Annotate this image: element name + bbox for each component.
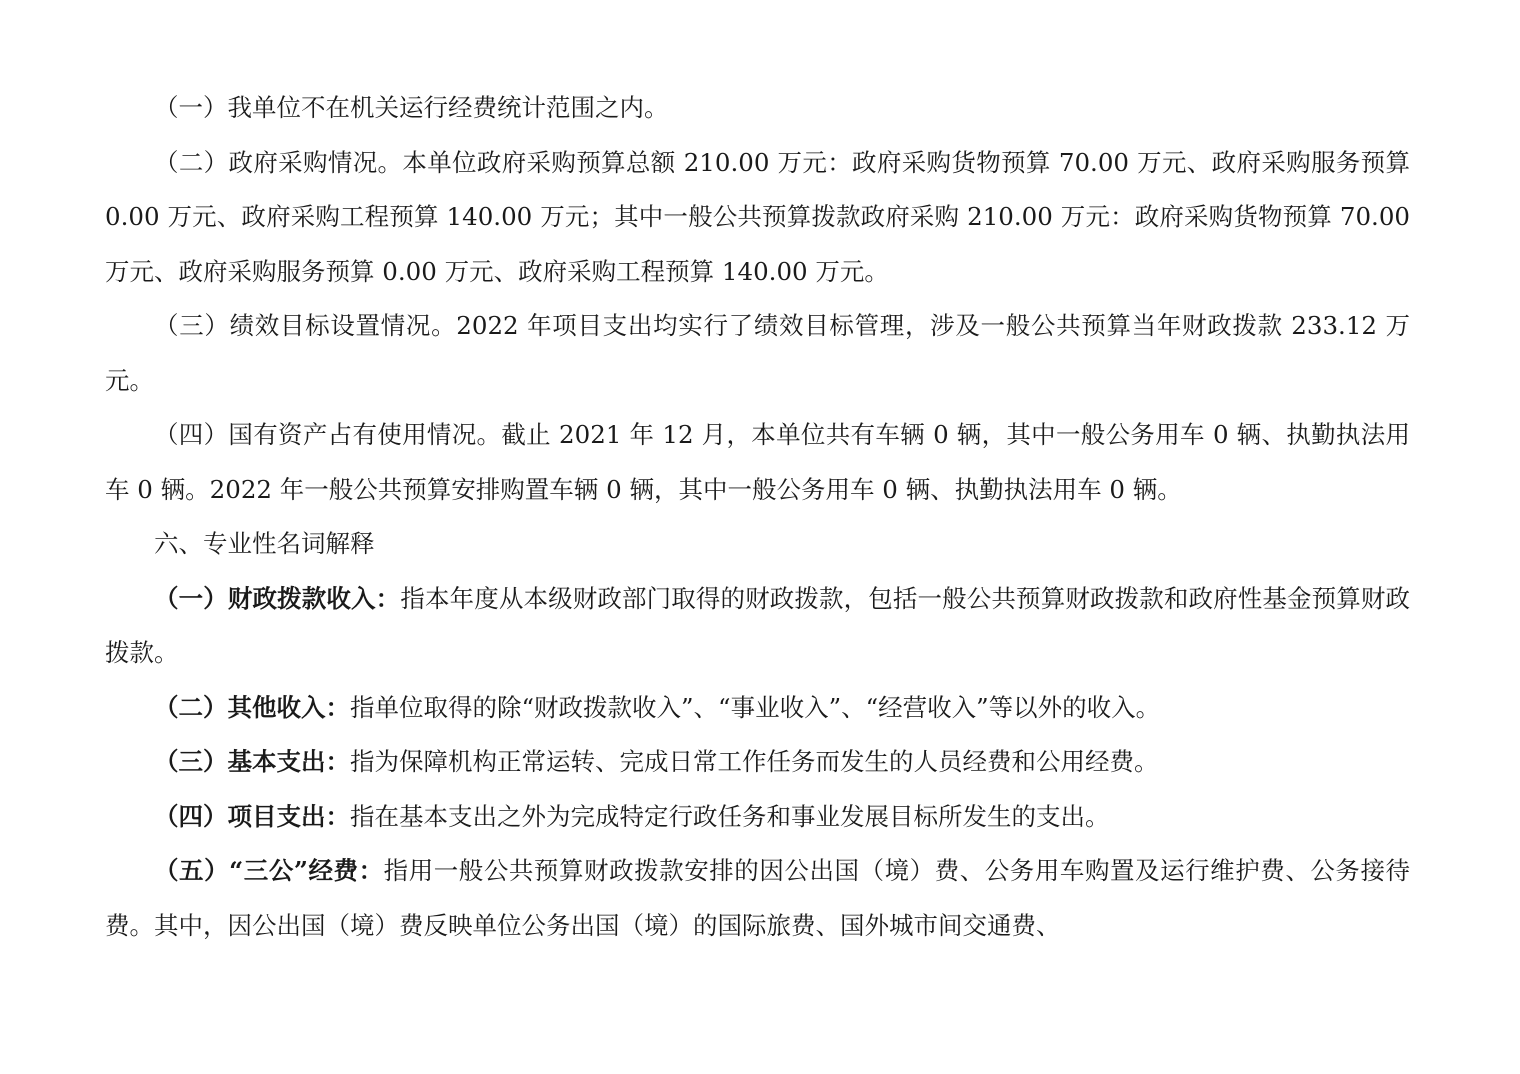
term-definition: 指在基本支出之外为完成特定行政任务和事业发展目标所发生的支出。 bbox=[350, 801, 1110, 831]
section-heading-terms: 六、专业性名词解释 bbox=[154, 529, 375, 558]
paragraph-performance-targets: （三）绩效目标设置情况。2022 年项目支出均实行了绩效目标管理，涉及一般公共预算当年财政拨款 233.12 万元。 bbox=[105, 311, 1410, 395]
term-paragraph bbox=[105, 735, 1410, 790]
term-label: （四）项目支出： bbox=[154, 801, 350, 831]
paragraph-operating-funds: （一）我单位不在机关运行经费统计范围之内。 bbox=[154, 93, 669, 122]
term-definition: 指单位取得的除“财政拨款收入”、“事业收入”、“经营收入”等以外的收入。 bbox=[350, 692, 1161, 722]
term-definition: 指为保障机构正常运转、完成日常工作任务而发生的人员经费和公用经费。 bbox=[350, 747, 1159, 776]
document-page bbox=[105, 81, 1410, 953]
term-paragraph bbox=[105, 844, 1410, 953]
term-label: （二）其他收入： bbox=[154, 692, 350, 722]
term-paragraph bbox=[105, 790, 1410, 845]
term-definition: 指用一般公共预算财政拨款安排的因公出国（境）费、公务用车购置及运行维护费、公务接待费。其中，因公出国（境）费反映单位公务出国（境）的国际旅费、国外城市间交通费、 bbox=[105, 856, 1411, 940]
term-paragraph bbox=[105, 681, 1410, 736]
term-label: （三）基本支出： bbox=[154, 747, 350, 776]
term-label: （五）“三公”经费： bbox=[154, 856, 384, 885]
paragraph-government-procurement: （二）政府采购情况。本单位政府采购预算总额 210.00 万元：政府采购货物预算 70.00 万元、政府采购服务预算 0.00 万元、政府采购工程预算 140.00 万元；其中一般公共预算拨款政府采购 210.00 万元：政府采购货物预算 70.00 万元、政府采购服务预算 0.00 万元、政府采购工程预算 140.00 万元。 bbox=[105, 147, 1410, 286]
term-paragraph bbox=[105, 572, 1410, 681]
term-label: （一）财政拨款收入： bbox=[154, 583, 401, 613]
term-definition: 指本年度从本级财政部门取得的财政拨款，包括一般公共预算财政拨款和政府性基金预算财政拨款。 bbox=[105, 583, 1411, 667]
paragraph-state-assets: （四）国有资产占有使用情况。截止 2021 年 12 月，本单位共有车辆 0 辆，其中一般公务用车 0 辆、执勤执法用车 0 辆。2022 年一般公共预算安排购置车辆 0 辆，其中一般公务用车 0 辆、执勤执法用车 0 辆。 bbox=[105, 420, 1410, 504]
